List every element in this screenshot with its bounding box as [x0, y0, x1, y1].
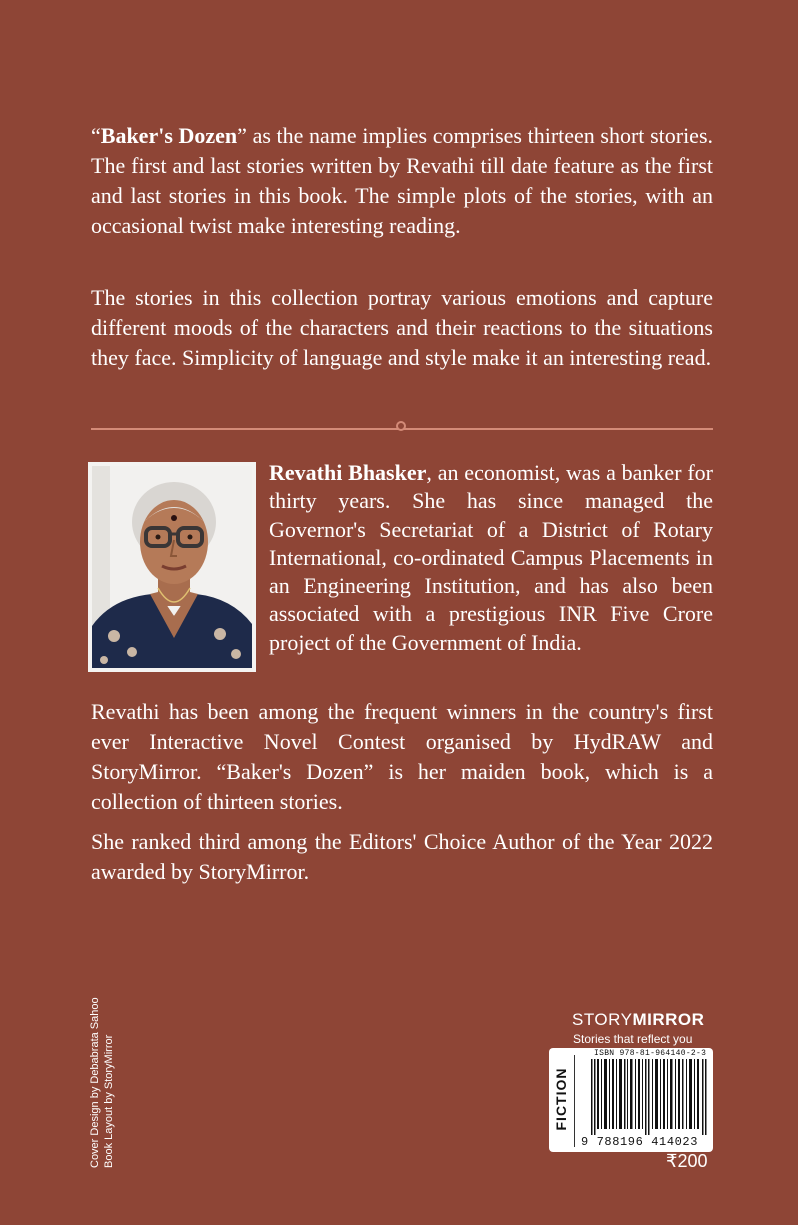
author-paragraph-2: Revathi has been among the frequent winners in the country's first ever Interactive Novel Contest organised by HydRAW and StoryMirror. “Baker's Dozen” is her maiden book, which is a collection of thirteen stories. [91, 699, 713, 814]
blurb-paragraph-2: The stories in this collection portray various emotions and capture different moods of the characters and their reactions to the situations they face. Simplicity of language and style make it an interesting read. [91, 285, 713, 370]
publisher-tagline: Stories that reflect you [573, 1032, 693, 1046]
open-quote: “ [91, 123, 101, 148]
blurb-paragraph-1 [91, 121, 713, 241]
credits [88, 997, 116, 1168]
barcode [591, 1059, 707, 1135]
isbn-number: ISBN 978-81-964140-2-3 [594, 1049, 707, 1058]
author-photo [88, 462, 256, 672]
brand-mirror: MIRROR [632, 1010, 705, 1029]
book-title: Baker's Dozen [100, 123, 238, 148]
author-paragraph-3: She ranked third among the Editors' Choice Author of the Year 2022 awarded by StoryMirror. [91, 829, 713, 884]
divider-ornament [396, 421, 406, 431]
book-layout-credit: Book Layout by StoryMirror [103, 1034, 115, 1168]
author-name: Revathi Bhasker [269, 460, 427, 485]
author-bio-text: , an economist, was a banker for thirty years. She has since managed the Governor's Secretariat of a District of Rotary International, co-ordinated Campus Placements in an Engineering Institution, and has also been associated with a prestigious INR Five Crore project of the Government of India. [269, 460, 713, 655]
genre-label: FICTION [553, 1067, 569, 1131]
brand-story: STORY [572, 1010, 633, 1029]
publisher-logo [572, 1010, 714, 1030]
barcode-digits: 9 788196 414023 [581, 1135, 699, 1149]
author-portrait-illustration [92, 466, 252, 668]
author-bio [269, 459, 713, 657]
genre-divider [574, 1055, 575, 1147]
cover-design-credit: Cover Design by Debabrata Sahoo [89, 997, 101, 1168]
price: ₹200 [666, 1151, 708, 1171]
blurb-paragraph-1-text: ” as the name implies comprises thirteen short stories. The first and last stories written by Revathi till date feature as the first and last stories in this book. The simple plots of the stories, with an occasional twist make interesting reading. [91, 123, 714, 238]
